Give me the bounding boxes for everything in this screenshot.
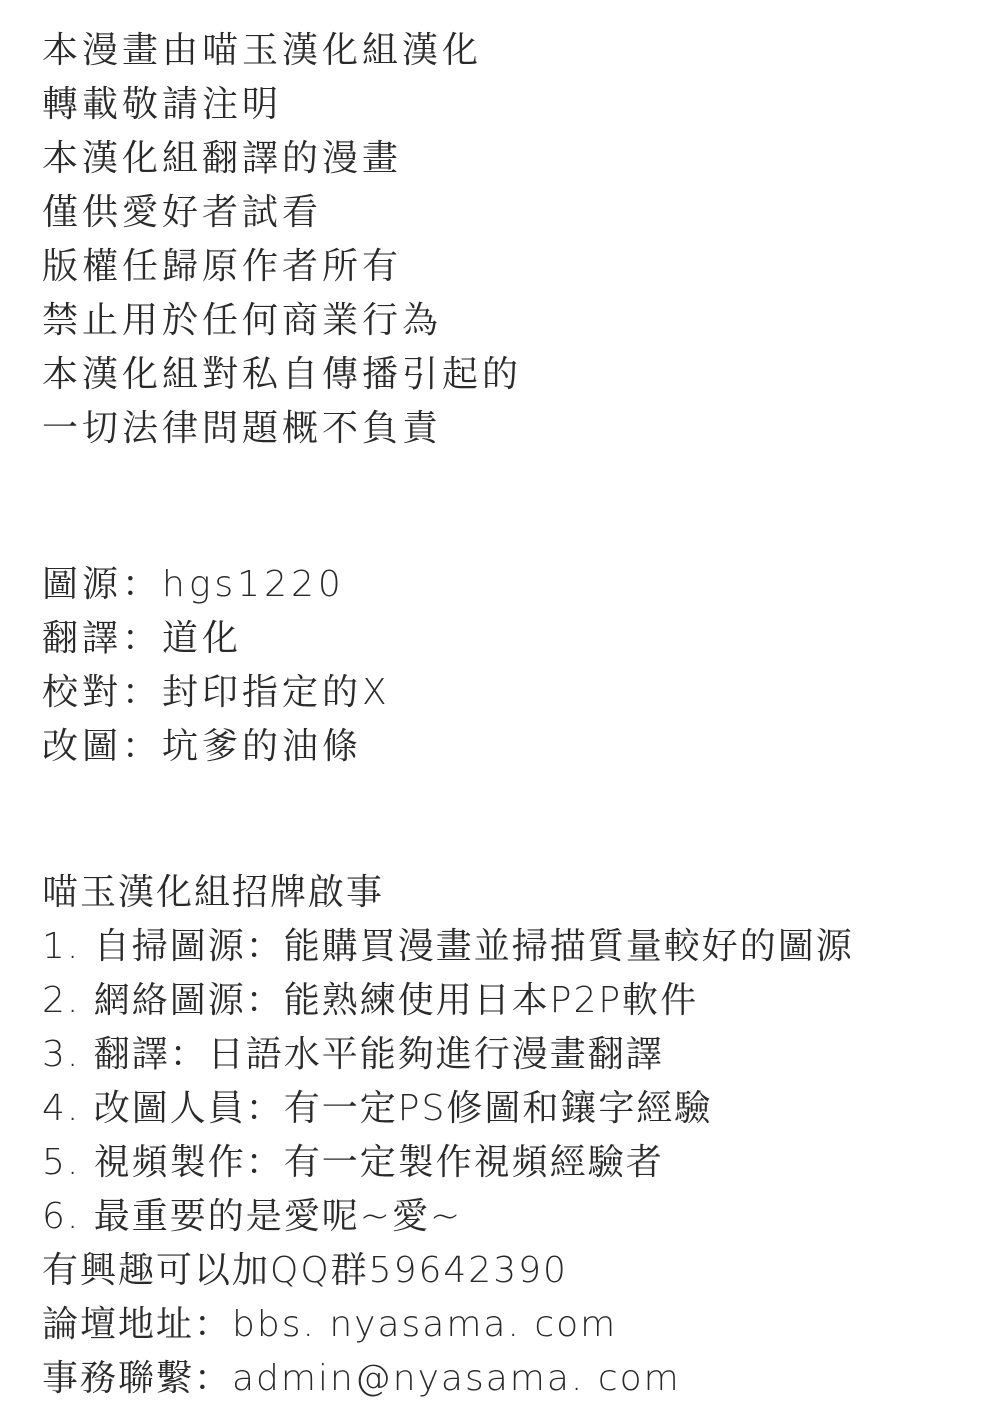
credits-block: [42, 558, 391, 774]
credit-proofreading: 校對：封印指定的X: [42, 672, 391, 713]
disclaimer-block: [42, 24, 522, 456]
recruitment-item: 6. 最重要的是愛呢~愛~: [42, 1196, 463, 1237]
recruitment-title: 喵玉漢化組招牌啟事: [42, 872, 385, 913]
recruitment-item: 2. 網絡圖源：能熟練使用日本P2P軟件: [42, 980, 699, 1021]
disclaimer-line: 本漢化組對私自傳播引起的: [42, 354, 523, 395]
disclaimer-line: 禁止用於任何商業行為: [42, 300, 443, 341]
recruitment-block: [42, 866, 854, 1406]
credit-translation: 翻譯：道化: [42, 618, 243, 659]
recruitment-item: 4. 改圖人員：有一定PS修圖和鑲字經驗: [42, 1088, 713, 1129]
disclaimer-line: 版權任歸原作者所有: [42, 246, 403, 287]
disclaimer-line: 轉載敬請注明: [42, 84, 283, 125]
contact-email-line: 事務聯繫：admin@nyasama. com: [42, 1358, 681, 1399]
disclaimer-line: 僅供愛好者試看: [42, 192, 323, 233]
recruitment-item: 1. 自掃圖源：能購買漫畫並掃描質量較好的圖源: [42, 926, 854, 967]
recruitment-item: 3. 翻譯：日語水平能夠進行漫畫翻譯: [42, 1034, 664, 1075]
disclaimer-line: 本漢化組翻譯的漫畫: [42, 138, 403, 179]
recruitment-item: 5. 視頻製作：有一定製作視頻經驗者: [42, 1142, 664, 1183]
qq-group-line: 有興趣可以加QQ群59642390: [42, 1250, 568, 1291]
forum-address-line: 論壇地址：bbs. nyasama. com: [42, 1304, 618, 1345]
credit-image-editing: 改圖：坑爹的油條: [42, 726, 363, 767]
credit-image-source: 圖源：hgs1220: [42, 564, 345, 605]
disclaimer-line: 一切法律問題概不負責: [42, 408, 443, 449]
disclaimer-line: 本漫畫由喵玉漢化組漢化: [42, 30, 483, 71]
